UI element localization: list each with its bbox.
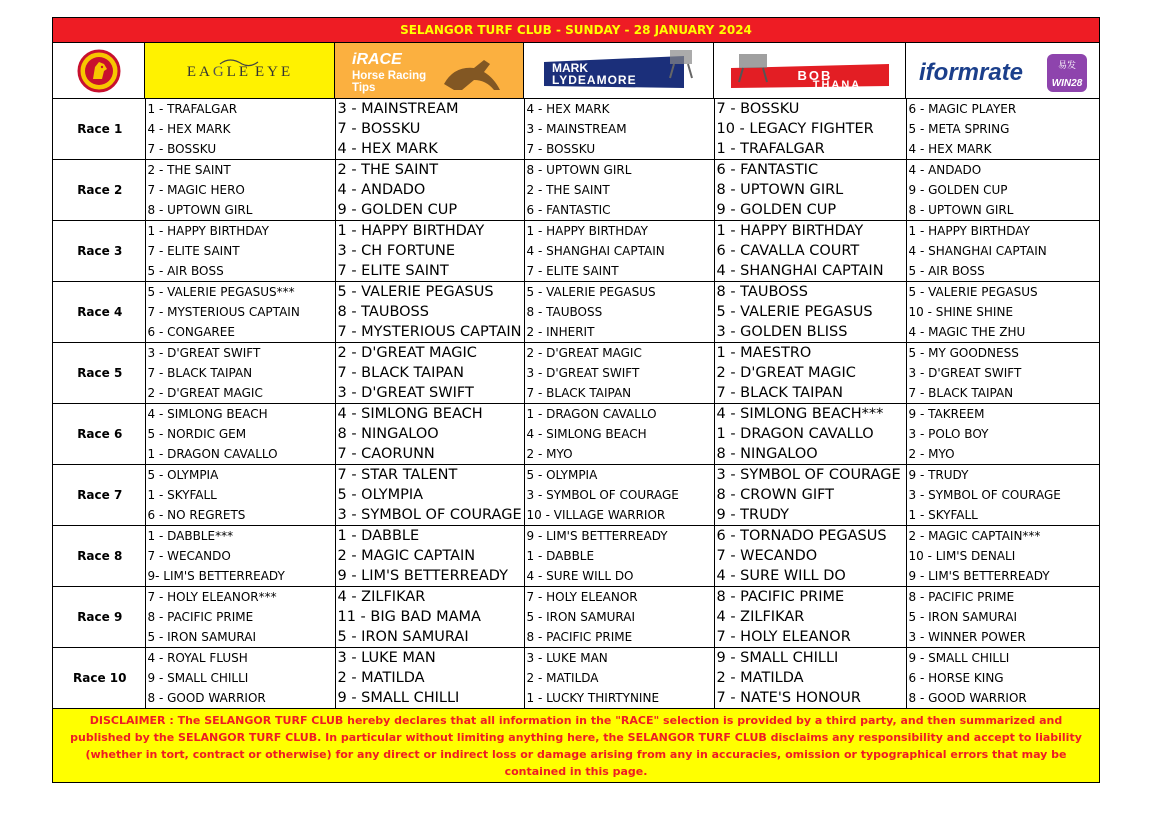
tip-cell: 4 - ZILFIKAR <box>714 607 906 627</box>
tip-cell: 4 - SIMLONG BEACH*** <box>714 404 906 425</box>
tip-cell: 4 - ANDADO <box>906 160 1099 181</box>
table-row <box>53 546 1099 566</box>
table-row <box>53 200 1099 221</box>
table-row <box>53 180 1099 200</box>
race-label: Race 3 <box>53 221 145 282</box>
tip-cell: 1 - HAPPY BIRTHDAY <box>145 221 335 242</box>
tip-cell: 4 - SHANGHAI CAPTAIN <box>714 261 906 282</box>
table-row <box>53 343 1099 364</box>
table-row <box>53 261 1099 282</box>
tip-cell: 4 - ANDADO <box>335 180 524 200</box>
svg-text:LYDEAMORE: LYDEAMORE <box>551 72 637 87</box>
svg-text:iformrate: iformrate <box>918 58 1023 86</box>
tip-cell: 4 - SHANGHAI CAPTAIN <box>524 241 714 261</box>
tip-cell: 7 - HOLY ELEANOR <box>524 587 714 608</box>
tip-cell: 1 - HAPPY BIRTHDAY <box>335 221 524 242</box>
tip-cell: 9 - SMALL CHILLI <box>714 648 906 669</box>
tip-cell: 4 - SURE WILL DO <box>524 566 714 587</box>
tip-cell: 8 - GOOD WARRIOR <box>145 688 335 708</box>
tip-cell: 1 - HAPPY BIRTHDAY <box>714 221 906 242</box>
tip-cell: 4 - HEX MARK <box>335 139 524 160</box>
tip-cell: 8 - GOOD WARRIOR <box>908 691 1027 705</box>
table-row <box>53 139 1099 160</box>
tip-cell: 9 - TRUDY <box>714 505 906 526</box>
tip-cell: 2 - THE SAINT <box>335 160 524 181</box>
race-label: Race 10 <box>53 648 145 709</box>
tip-cell: 2 - THE SAINT <box>145 160 335 181</box>
tip-cell: 7 - NATE'S HONOUR <box>714 688 906 708</box>
tip-cell: 3 - LUKE MAN <box>335 648 524 669</box>
tip-cell: 2 - D'GREAT MAGIC <box>145 383 335 404</box>
tip-cell: 6 - NO REGRETS <box>145 505 335 526</box>
tip-cell: 4 - MAGIC THE ZHU <box>908 325 1026 339</box>
logo-cell-mark-lydeamore <box>524 43 714 98</box>
tip-cell: 7 - MYSTERIOUS CAPTAIN <box>145 302 335 322</box>
svg-text:易发: 易发 <box>1057 60 1076 71</box>
table-row <box>53 587 1099 608</box>
tip-cell: 7 - MYSTERIOUS CAPTAIN <box>335 322 524 343</box>
tip-cell: 4 - HEX MARK <box>524 99 714 119</box>
tip-cell: 10 - LEGACY FIGHTER <box>714 119 906 139</box>
table-row <box>53 160 1099 181</box>
tip-cell: 4 - SIMLONG BEACH <box>145 404 335 425</box>
tip-cell: 7 - WECANDO <box>145 546 335 566</box>
tip-cell: 3 - CH FORTUNE <box>335 241 524 261</box>
tip-cell: 1 - HAPPY BIRTHDAY <box>524 221 714 242</box>
tip-cell: 7 - BLACK TAIPAN <box>524 383 714 404</box>
tip-cell: 8 - UPTOWN GIRL <box>145 200 335 221</box>
tip-cell: 7 - BOSSKU <box>524 139 714 160</box>
tip-cell: 1 - TRAFALGAR <box>714 139 906 160</box>
svg-text:BOB: BOB <box>797 67 832 83</box>
tip-cell: 9 - SMALL CHILLI <box>335 688 524 708</box>
tip-cell: 5 - MY GOODNESS <box>906 343 1099 364</box>
tip-cell: 5 - VALERIE PEGASUS*** <box>145 282 335 303</box>
race-label: Race 5 <box>53 343 145 404</box>
tip-cell: 2 - MYO <box>908 447 955 461</box>
tip-cell: 2 - D'GREAT MAGIC <box>335 343 524 364</box>
tip-cell: 2 - MATILDA <box>524 668 714 688</box>
table-row <box>53 119 1099 139</box>
tip-cell: 3 - POLO BOY <box>908 427 989 441</box>
table-row <box>53 566 1099 587</box>
tip-cell: 1 - TRAFALGAR <box>145 99 335 119</box>
table-row <box>53 444 1099 465</box>
tip-cell: 1 - DRAGON CAVALLO <box>145 444 335 465</box>
tip-cell: 5 - VALERIE PEGASUS <box>906 282 1099 303</box>
tip-cell: 7 - HOLY ELEANOR*** <box>145 587 335 608</box>
tip-cell: 2 - MAGIC CAPTAIN*** <box>906 526 1099 547</box>
tip-cell: 9- LIM'S BETTERREADY <box>145 566 335 587</box>
tip-cell: 5 - OLYMPIA <box>335 485 524 505</box>
table-row <box>53 648 1099 669</box>
tip-cell: 4 - SIMLONG BEACH <box>335 404 524 425</box>
tip-cell: 9 - GOLDEN CUP <box>714 200 906 221</box>
svg-text:iRACE: iRACE <box>352 50 402 68</box>
race-label: Race 6 <box>53 404 145 465</box>
tip-cell: 7 - STAR TALENT <box>335 465 524 486</box>
tip-cell: 5 - IRON SAMURAI <box>145 627 335 648</box>
tip-cell: 5 - IRON SAMURAI <box>524 607 714 627</box>
tip-cell: 1 - HAPPY BIRTHDAY <box>906 221 1099 242</box>
tip-cell: 9 - GOLDEN CUP <box>335 200 524 221</box>
tip-cell: 7 - ELITE SAINT <box>335 261 524 282</box>
tips-sheet <box>52 17 1100 783</box>
tip-cell: 7 - MAGIC HERO <box>145 180 335 200</box>
tip-cell: 9 - GOLDEN CUP <box>908 183 1008 197</box>
tip-cell: 5 - IRON SAMURAI <box>908 610 1017 624</box>
tip-cell: 9 - LIM'S BETTERREADY <box>335 566 524 587</box>
table-row <box>53 505 1099 526</box>
tip-cell: 3 - MAINSTREAM <box>524 119 714 139</box>
logo-cell-eagle-eye <box>145 43 335 98</box>
tip-cell: 1 - DRAGON CAVALLO <box>524 404 714 425</box>
tip-cell: 6 - CONGAREE <box>145 322 335 343</box>
tip-cell: 7 - HOLY ELEANOR <box>714 627 906 648</box>
race-label: Race 9 <box>53 587 145 648</box>
tip-cell: 9 - TRUDY <box>906 465 1099 486</box>
tip-cell: 2 - MATILDA <box>335 668 524 688</box>
tip-cell: 8 - TAUBOSS <box>524 302 714 322</box>
tip-cell: 8 - PACIFIC PRIME <box>714 587 906 608</box>
table-row <box>53 363 1099 383</box>
tip-cell: 9 - TAKREEM <box>906 404 1099 425</box>
tip-cell: 4 - ROYAL FLUSH <box>145 648 335 669</box>
tip-cell: 5 - AIR BOSS <box>145 261 335 282</box>
tip-cell: 1 - SKYFALL <box>908 508 978 522</box>
tip-cell: 5 - VALERIE PEGASUS <box>335 282 524 303</box>
tip-cell: 7 - ELITE SAINT <box>524 261 714 282</box>
tip-cell: 8 - TAUBOSS <box>714 282 906 303</box>
tip-cell: 3 - SYMBOL OF COURAGE <box>908 488 1061 502</box>
tip-cell: 7 - BOSSKU <box>714 99 906 119</box>
tip-cell: 2 - D'GREAT MAGIC <box>524 343 714 364</box>
tip-cell: 1 - DRAGON CAVALLO <box>714 424 906 444</box>
irace-logo <box>344 46 514 96</box>
race-label: Race 1 <box>53 99 145 160</box>
tip-cell: 6 - HORSE KING <box>908 671 1004 685</box>
table-row <box>53 424 1099 444</box>
tip-cell: 3 - LUKE MAN <box>524 648 714 669</box>
tip-cell: 9 - LIM'S BETTERREADY <box>908 569 1050 583</box>
tip-cell: 8 - UPTOWN GIRL <box>908 203 1014 217</box>
svg-text:MARK: MARK <box>551 60 588 75</box>
tip-cell: 3 - MAINSTREAM <box>335 99 524 119</box>
table-row <box>53 404 1099 425</box>
tip-cell: 3 - D'GREAT SWIFT <box>908 366 1022 380</box>
svg-text:Horse Racing: Horse Racing <box>352 69 427 82</box>
table-row <box>53 221 1099 242</box>
race-tips-table <box>53 99 1099 708</box>
tip-cell: 6 - FANTASTIC <box>524 200 714 221</box>
tip-cell: 5 - OLYMPIA <box>524 465 714 486</box>
tip-cell: 3 - SYMBOL OF COURAGE <box>524 485 714 505</box>
svg-text:WIN28: WIN28 <box>1051 77 1082 89</box>
tip-cell: 8 - NINGALOO <box>335 424 524 444</box>
table-row <box>53 282 1099 303</box>
tip-cell: 2 - MYO <box>524 444 714 465</box>
svg-text:Tips: Tips <box>352 81 376 94</box>
tip-cell: 3 - SYMBOL OF COURAGE <box>714 465 906 486</box>
tip-cell: 8 - TAUBOSS <box>335 302 524 322</box>
tip-cell: 2 - INHERIT <box>524 322 714 343</box>
table-row <box>53 99 1099 119</box>
tip-cell: 8 - PACIFIC PRIME <box>524 627 714 648</box>
svg-text:EAGLEEYE: EAGLE EYE <box>186 63 293 80</box>
tip-cell: 3 - SYMBOL OF COURAGE <box>335 505 524 526</box>
tip-cell: 8 - NINGALOO <box>714 444 906 465</box>
table-row <box>53 383 1099 404</box>
table-row <box>53 485 1099 505</box>
tip-cell: 7 - BLACK TAIPAN <box>908 386 1014 400</box>
tip-cell: 5 - VALERIE PEGASUS <box>714 302 906 322</box>
tip-cell: 9 - SMALL CHILLI <box>145 668 335 688</box>
tip-cell: 9 - SMALL CHILLI <box>906 648 1099 669</box>
tip-cell: 3 - D'GREAT SWIFT <box>524 363 714 383</box>
tip-cell: 8 - UPTOWN GIRL <box>714 180 906 200</box>
tip-cell: 1 - LUCKY THIRTYNINE <box>524 688 714 708</box>
tip-cell: 6 - TORNADO PEGASUS <box>714 526 906 547</box>
tip-cell: 4 - HEX MARK <box>908 142 992 156</box>
tip-cell: 7 - ELITE SAINT <box>145 241 335 261</box>
tip-cell: 8 - PACIFIC PRIME <box>145 607 335 627</box>
table-row <box>53 688 1099 708</box>
tip-cell: 5 - VALERIE PEGASUS <box>524 282 714 303</box>
tip-cell: 2 - MATILDA <box>714 668 906 688</box>
eagle-eye-logo <box>150 46 330 96</box>
tip-cell: 8 - CROWN GIFT <box>714 485 906 505</box>
disclaimer: DISCLAIMER : The SELANGOR TURF CLUB hereby declares that all information in the "RACE" selection is provided by a third party, and then summarized and published by the SELANGOR TURF CLUB. In particular without limiting anything here, the SELANGOR TURF CLUB disclaims any responsibility and accept to liability (whether in tort, contract or otherwise) for any direct or indirect loss or damage arising from any in accuracies, omission or typographical errors that may be contained in this page. <box>53 708 1099 782</box>
race-label: Race 8 <box>53 526 145 587</box>
logo-cell-irace <box>335 43 524 98</box>
tip-cell: 4 - SHANGHAI CAPTAIN <box>908 244 1047 258</box>
tip-cell: 5 - NORDIC GEM <box>145 424 335 444</box>
tip-cell: 1 - SKYFALL <box>145 485 335 505</box>
race-label: Race 2 <box>53 160 145 221</box>
tip-cell: 1 - DABBLE <box>335 526 524 547</box>
tip-cell: 10 - VILLAGE WARRIOR <box>524 505 714 526</box>
tip-cell: 4 - SURE WILL DO <box>714 566 906 587</box>
mark-lydeamore-logo <box>534 48 704 94</box>
tip-cell: 10 - LIM'S DENALI <box>908 549 1016 563</box>
tip-cell: 7 - BOSSKU <box>145 139 335 160</box>
table-row <box>53 465 1099 486</box>
tip-cell: 3 - GOLDEN BLISS <box>714 322 906 343</box>
tip-cell: 6 - CAVALLA COURT <box>714 241 906 261</box>
tip-cell: 1 - DABBLE <box>524 546 714 566</box>
tip-cell: 8 - UPTOWN GIRL <box>524 160 714 181</box>
tip-cell: 5 - META SPRING <box>908 122 1010 136</box>
tip-cell: 9 - LIM'S BETTERREADY <box>524 526 714 547</box>
tip-cell: 7 - BOSSKU <box>335 119 524 139</box>
bob-thana-logo <box>725 48 895 94</box>
tip-cell: 7 - BLACK TAIPAN <box>714 383 906 404</box>
table-row <box>53 526 1099 547</box>
svg-text:THANA: THANA <box>812 78 861 91</box>
tip-cell: 2 - D'GREAT MAGIC <box>714 363 906 383</box>
tip-cell: 6 - MAGIC PLAYER <box>908 102 1017 116</box>
table-row <box>53 322 1099 343</box>
tipster-logo-row <box>53 43 1099 99</box>
tip-cell: 7 - BLACK TAIPAN <box>335 363 524 383</box>
tip-cell: 4 - HEX MARK <box>145 119 335 139</box>
tip-cell: 10 - SHINE SHINE <box>908 305 1014 319</box>
race-label: Race 7 <box>53 465 145 526</box>
tip-cell: 5 - AIR BOSS <box>908 264 985 278</box>
tip-cell: 6 - FANTASTIC <box>714 160 906 181</box>
tip-cell: 5 - IRON SAMURAI <box>335 627 524 648</box>
table-row <box>53 627 1099 648</box>
tip-cell: 2 - MAGIC CAPTAIN <box>335 546 524 566</box>
selangor-turf-club-crest-icon <box>77 49 121 93</box>
tip-cell: 2 - THE SAINT <box>524 180 714 200</box>
tip-cell: 7 - WECANDO <box>714 546 906 566</box>
tip-cell: 3 - WINNER POWER <box>908 630 1026 644</box>
race-label: Race 4 <box>53 282 145 343</box>
tip-cell: 8 - PACIFIC PRIME <box>906 587 1099 608</box>
table-row <box>53 241 1099 261</box>
tip-cell: 5 - OLYMPIA <box>145 465 335 486</box>
tip-cell: 3 - D'GREAT SWIFT <box>335 383 524 404</box>
table-row <box>53 668 1099 688</box>
logo-cell-iformrate <box>906 43 1099 98</box>
tip-cell: 7 - CAORUNN <box>335 444 524 465</box>
table-row <box>53 607 1099 627</box>
tip-cell: 4 - ZILFIKAR <box>335 587 524 608</box>
logo-cell-club <box>53 43 145 98</box>
logo-cell-bob-thana <box>714 43 906 98</box>
tip-cell: 1 - MAESTRO <box>714 343 906 364</box>
tip-cell: 1 - DABBLE*** <box>145 526 335 547</box>
page-title: SELANGOR TURF CLUB - SUNDAY - 28 JANUARY 2024 <box>53 18 1099 43</box>
iformrate-logo <box>913 46 1093 96</box>
table-row <box>53 302 1099 322</box>
tip-cell: 11 - BIG BAD MAMA <box>335 607 524 627</box>
tip-cell: 3 - D'GREAT SWIFT <box>145 343 335 364</box>
tip-cell: 7 - BLACK TAIPAN <box>145 363 335 383</box>
tip-cell: 4 - SIMLONG BEACH <box>524 424 714 444</box>
